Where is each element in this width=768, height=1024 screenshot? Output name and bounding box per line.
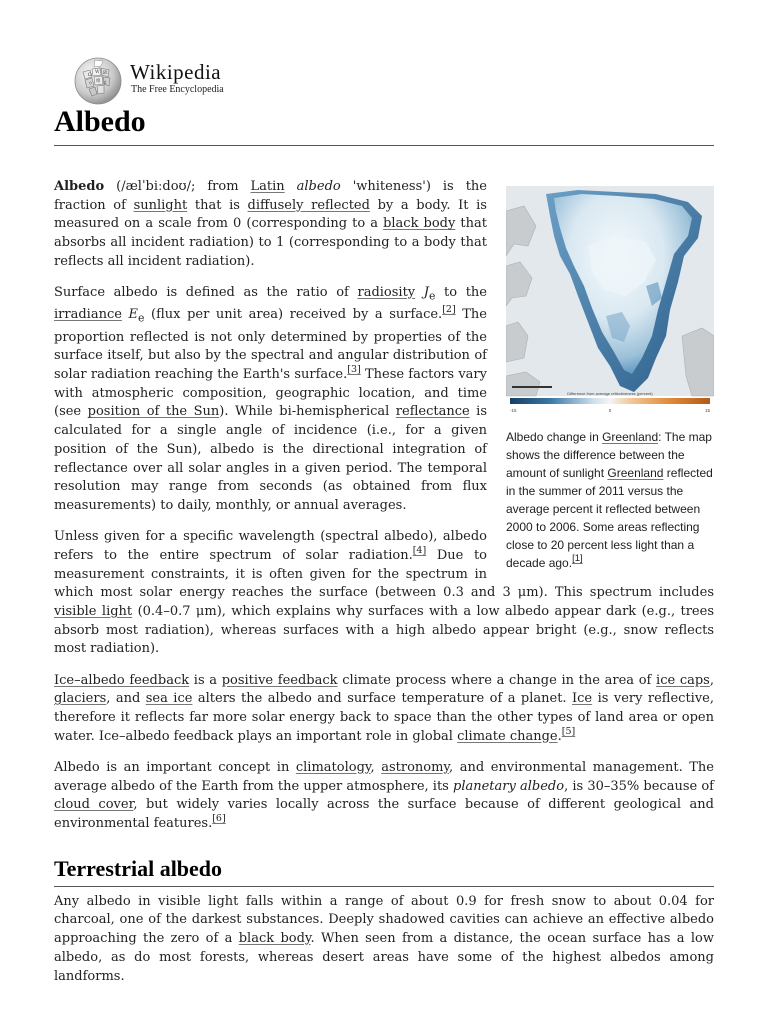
text: is very reflective, therefore it reflects far more solar energy back to space than the other types of land area or open water. Ice–albedo feedback plays an important role in global [54, 691, 715, 744]
latin-word: albedo [296, 179, 341, 194]
article-body [54, 178, 714, 999]
italic-term: planetary albedo [453, 778, 565, 794]
svg-text:ウ: ウ [88, 82, 93, 87]
text: Due to measurement constraints, it is often given for the spectrum in which most solar energy reaches the surface (between 0.3 and 3 μm). This spectrum includes [54, 547, 714, 601]
link-visible-light[interactable]: visible light [54, 603, 133, 619]
svg-text:И: И [103, 71, 107, 76]
link-sunlight[interactable]: sunlight [133, 197, 188, 213]
bold-term: Albedo [54, 179, 105, 194]
link-ice-caps[interactable]: ice caps [656, 672, 710, 688]
text: (0.4–0.7 μm), which explains why surfaces with a low albedo appear dark (e.g., trees absorb most radiation), whereas surfaces with a high albedo appear bright (e.g., snow reflects most radiation). [54, 603, 714, 657]
text: is a [189, 672, 222, 688]
link-radiosity[interactable]: radiosity [357, 285, 416, 301]
legend-label: Difference from average reflectiveness (percent) [567, 391, 653, 396]
link-black-body[interactable]: black body [238, 931, 311, 947]
text: Albedo is an important concept in [54, 759, 296, 775]
citation-3[interactable]: [3] [347, 364, 361, 376]
link-greenland[interactable]: Greenland [602, 430, 659, 444]
svg-text:Ω: Ω [88, 73, 92, 78]
text: is calculated for a single angle of incidence (i.e., for a given position of the Sun), albedo is the directional integration of reflectance over all solar angles in a given period. The temporal resolution may range from seconds (as obtained from flux measurements) to daily, monthly, or annual averages. [54, 404, 488, 513]
paragraph-planetary-albedo [54, 759, 714, 834]
link-positive-feedback[interactable]: positive feedback [221, 672, 338, 688]
text: that is [187, 197, 248, 213]
citation-1[interactable]: [1] [572, 553, 583, 564]
text [122, 307, 129, 322]
link-irradiance[interactable]: irradiance [54, 307, 122, 323]
text: , and [106, 691, 146, 707]
wikipedia-logo[interactable] [73, 56, 253, 106]
text: ). While bi-hemispherical [219, 404, 396, 420]
text: Unless given for a specific wavelength (spectral albedo), albedo refers to the entire spectrum of solar radiation. [54, 529, 487, 563]
text: These factors vary with atmospheric composition, geographic location, and time (see [54, 367, 487, 420]
wikipedia-wordmark: Wikipedia [130, 60, 222, 84]
text: , is 30–35% because of [564, 778, 714, 794]
text: (/ælˈbiːdoʊ/; from [104, 179, 251, 194]
figure-caption [506, 428, 714, 572]
link-reflectance[interactable]: reflectance [395, 404, 470, 420]
link-greenland[interactable]: Greenland [607, 466, 664, 480]
text [285, 179, 297, 194]
text: , [370, 759, 382, 775]
link-latin[interactable]: Latin [250, 179, 285, 194]
text: , and environmental management. The average albedo of the Earth from the upper atmosphere, its [54, 759, 714, 794]
legend-mid: 0 [608, 408, 612, 413]
link-climatology[interactable]: climatology [295, 759, 371, 775]
caption-text: Albedo change in [506, 430, 603, 444]
legend-max: 15 [704, 408, 710, 413]
citation-5[interactable]: [5] [561, 725, 576, 737]
link-climate-change[interactable]: climate change [457, 728, 558, 744]
link-ice[interactable]: Ice [572, 691, 593, 707]
svg-text:維: 維 [96, 79, 101, 84]
link-cloud-cover[interactable]: cloud cover [54, 797, 134, 813]
link-astronomy[interactable]: astronomy [381, 759, 450, 775]
wikipedia-tagline: The Free Encyclopedia [131, 84, 224, 95]
link-ice-albedo-feedback[interactable]: Ice–albedo feedback [54, 672, 190, 688]
greenland-albedo-map[interactable] [506, 186, 714, 422]
subscript: e [138, 311, 145, 325]
text: 'whiteness') is the fraction of [54, 179, 487, 213]
svg-text:ع: ع [104, 80, 107, 85]
citation-6[interactable]: [6] [212, 812, 226, 824]
page-title: Albedo [54, 102, 714, 146]
text: , but widely varies locally across the surface because of different geological and environmental features. [54, 797, 714, 831]
section-heading-terrestrial-albedo: Terrestrial albedo [54, 854, 714, 887]
link-glaciers[interactable]: glaciers [54, 691, 107, 707]
text: Any albedo in visible light falls within a range of about 0.9 for fresh snow to about 0.04 for charcoal, one of the darkest substances. Deeply shadowed cavities can achieve an effective albedo approaching the zero of a [54, 893, 714, 947]
symbol-ee: E [128, 307, 139, 323]
text: to the [435, 285, 487, 301]
link-diffuse-reflection[interactable]: diffusely reflected [247, 197, 370, 213]
link-black-body[interactable]: black body [383, 216, 456, 232]
wikipedia-globe-icon [73, 56, 123, 106]
infobox-figure [506, 186, 714, 572]
text: by a body. It is measured on a scale from 0 (corresponding to a [54, 197, 487, 232]
text: , [709, 672, 714, 688]
caption-text: : The map shows the difference between the amount of sunlight [506, 430, 712, 480]
link-position-of-the-sun[interactable]: position of the Sun [87, 404, 220, 420]
subscript: e [429, 289, 436, 303]
text: Surface albedo is defined as the ratio of [54, 285, 358, 301]
link-sea-ice[interactable]: sea ice [145, 691, 193, 707]
citation-4[interactable]: [4] [412, 544, 427, 556]
caption-text: reflected in the summer of 2011 versus the average percent it reflected between 2000 to 2006. Some areas reflecting close to 20 percent less light than a decade ago. [506, 466, 713, 570]
symbol-je: J [423, 285, 429, 301]
paragraph-terrestrial [54, 893, 714, 987]
text [415, 285, 424, 300]
paragraph-ice-albedo-feedback [54, 672, 714, 747]
text: The proportion reflected is not only determined by properties of the surface itself, but also by the spectral and angular distribution of solar radiation reaching the Earth's surface. [54, 307, 487, 383]
text: . [557, 728, 562, 744]
legend-min: -15 [510, 408, 517, 413]
text: that absorbs all incident radiation) to 1 (corresponding to a body that reflects all incident radiation). [54, 216, 487, 269]
text: (flux per unit area) received by a surface. [144, 307, 443, 323]
svg-text:W: W [95, 70, 100, 75]
text: . When seen from a distance, the ocean surface has a low albedo, as do most forests, whereas desert areas have some of the highest albedos among landforms. [54, 931, 714, 984]
text: climate process where a change in the area of [337, 672, 657, 688]
citation-2[interactable]: [2] [442, 304, 456, 316]
text: alters the albedo and surface temperature of a planet. [192, 691, 573, 707]
